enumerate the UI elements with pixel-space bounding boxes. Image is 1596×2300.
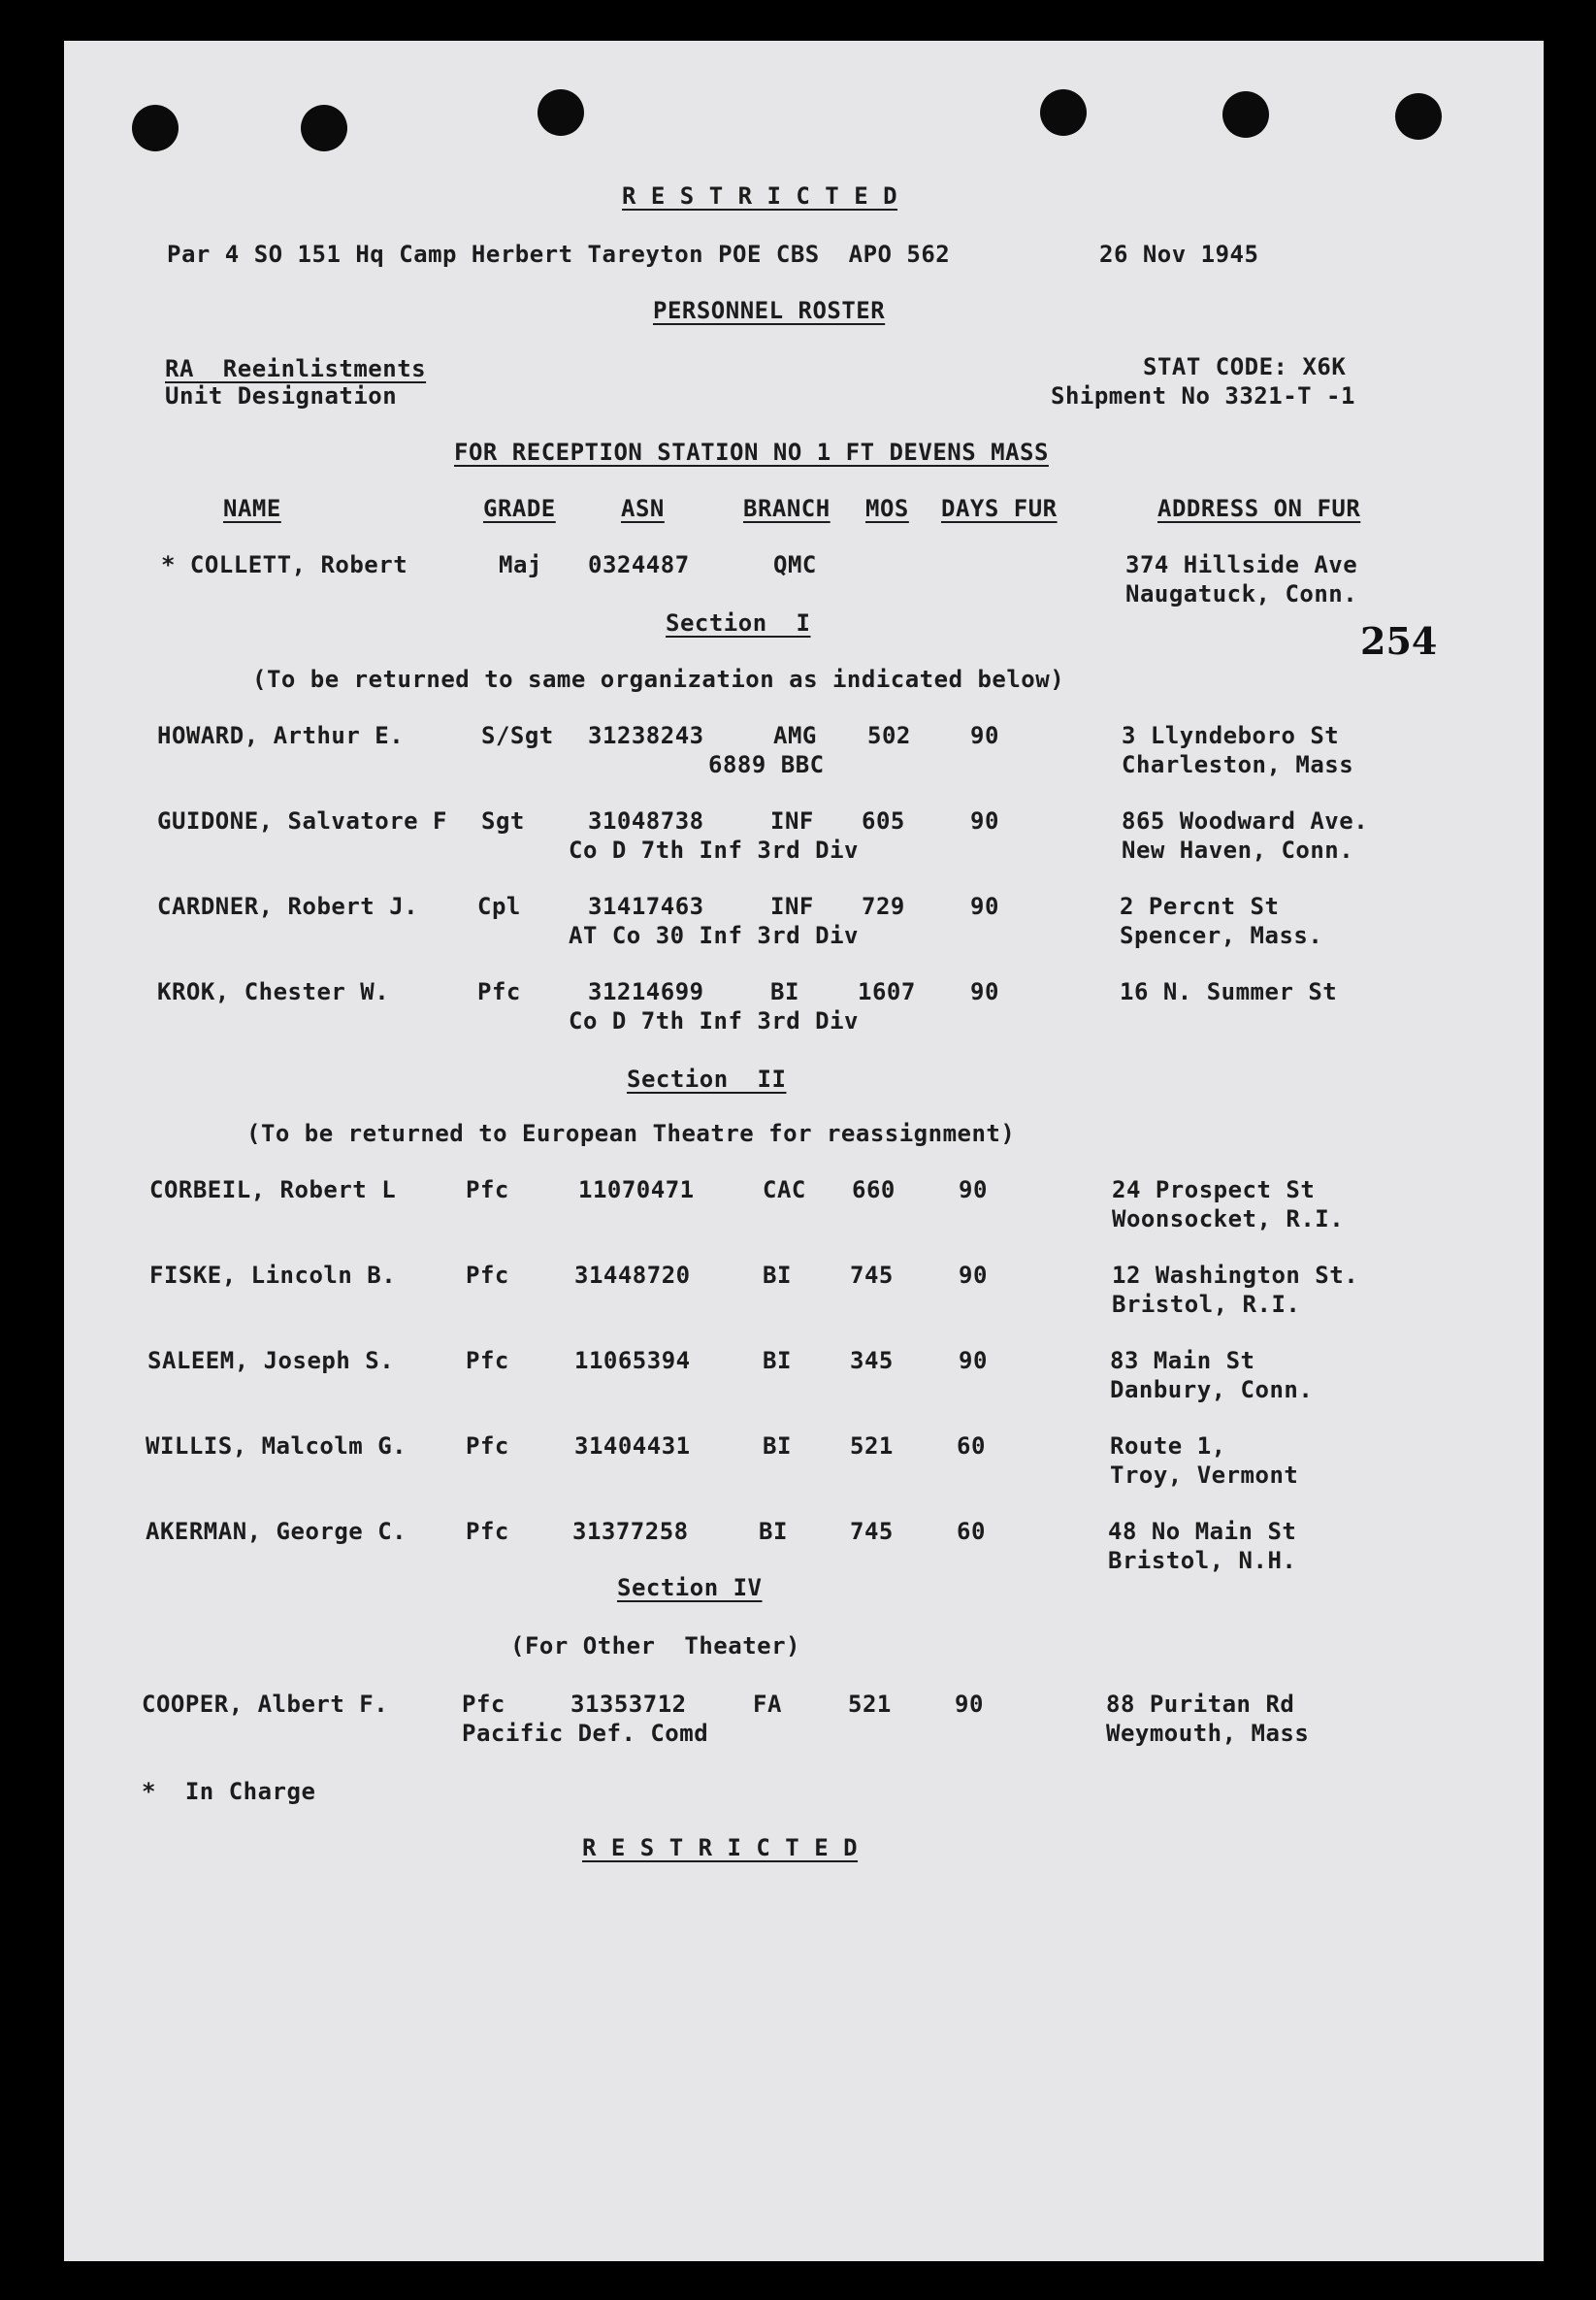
grade-cell: Cpl: [477, 893, 521, 920]
in-charge-asn: 0324487: [588, 551, 690, 578]
in-charge-address-line1: 374 Hillside Ave: [1125, 551, 1358, 578]
address-line2-cell: Woonsocket, R.I.: [1112, 1205, 1345, 1232]
section-4-note: (For Other Theater): [510, 1632, 800, 1659]
name-cell: COOPER, Albert F.: [142, 1691, 389, 1718]
branch-cell: BI: [763, 1262, 792, 1289]
name-cell: WILLIS, Malcolm G.: [146, 1432, 407, 1460]
branch-cell: AMG: [773, 722, 817, 749]
grade-cell: Pfc: [477, 978, 521, 1005]
punch-hole: [132, 105, 179, 151]
address-line2-cell: Spencer, Mass.: [1120, 922, 1323, 949]
days-cell: 90: [959, 1262, 988, 1289]
days-cell: 90: [955, 1691, 984, 1718]
address-line2-cell: Bristol, N.H.: [1108, 1547, 1297, 1574]
address-line1-cell: 865 Woodward Ave.: [1122, 807, 1369, 835]
asn-cell: 11065394: [574, 1347, 691, 1374]
branch-cell: CAC: [763, 1176, 806, 1203]
name-cell: AKERMAN, George C.: [146, 1518, 407, 1545]
mos-cell: 521: [848, 1691, 892, 1718]
days-cell: 90: [970, 978, 999, 1005]
mos-cell: 502: [867, 722, 911, 749]
column-header-name: NAME: [223, 495, 281, 522]
punch-hole: [1395, 93, 1442, 140]
mos-cell: 345: [850, 1347, 894, 1374]
branch-cell: BI: [759, 1518, 788, 1545]
punch-hole: [537, 89, 584, 136]
name-cell: GUIDONE, Salvatore F: [157, 807, 447, 835]
asn-cell: 31417463: [588, 893, 704, 920]
name-cell: CARDNER, Robert J.: [157, 893, 419, 920]
grade-cell: Pfc: [466, 1518, 509, 1545]
asn-cell: 11070471: [578, 1176, 695, 1203]
asn-cell: 31448720: [574, 1262, 691, 1289]
address-line1-cell: 83 Main St: [1110, 1347, 1255, 1374]
mos-cell: 745: [850, 1518, 894, 1545]
name-cell: KROK, Chester W.: [157, 978, 390, 1005]
asn-cell: 31377258: [572, 1518, 689, 1545]
days-cell: 60: [957, 1432, 986, 1460]
section-2-title: Section II: [627, 1066, 787, 1093]
mos-cell: 660: [852, 1176, 896, 1203]
branch-cell: INF: [770, 893, 814, 920]
asn-cell: 31048738: [588, 807, 704, 835]
days-cell: 90: [970, 893, 999, 920]
asn-cell: 31238243: [588, 722, 704, 749]
in-charge-footnote: * In Charge: [142, 1778, 316, 1805]
address-line2-cell: Danbury, Conn.: [1110, 1376, 1314, 1403]
address-line1-cell: 12 Washington St.: [1112, 1262, 1359, 1289]
mos-cell: 605: [862, 807, 905, 835]
address-line1-cell: Route 1,: [1110, 1432, 1226, 1460]
address-line2-cell: Weymouth, Mass: [1106, 1720, 1310, 1747]
branch-cell: INF: [770, 807, 814, 835]
column-header-days-fur: DAYS FUR: [941, 495, 1058, 522]
column-header-address: ADDRESS ON FUR: [1157, 495, 1361, 522]
address-line2-cell: Charleston, Mass: [1122, 751, 1354, 778]
address-line1-cell: 48 No Main St: [1108, 1518, 1297, 1545]
unit-cell: Co D 7th Inf 3rd Div: [569, 1007, 859, 1035]
mos-cell: 729: [862, 893, 905, 920]
branch-cell: BI: [763, 1432, 792, 1460]
grade-cell: S/Sgt: [481, 722, 554, 749]
name-cell: SALEEM, Joseph S.: [147, 1347, 395, 1374]
punch-hole: [1040, 89, 1087, 136]
branch-cell: BI: [763, 1347, 792, 1374]
address-line2-cell: Troy, Vermont: [1110, 1462, 1299, 1489]
grade-cell: Pfc: [466, 1176, 509, 1203]
days-cell: 90: [970, 722, 999, 749]
unit-cell: Co D 7th Inf 3rd Div: [569, 837, 859, 864]
days-cell: 60: [957, 1518, 986, 1545]
section-1-title: Section I: [666, 609, 811, 637]
branch-cell: FA: [753, 1691, 782, 1718]
branch-cell: BI: [770, 978, 799, 1005]
column-header-asn: ASN: [621, 495, 665, 522]
asn-cell: 31404431: [574, 1432, 691, 1460]
section-2-note: (To be returned to European Theatre for reassignment): [246, 1120, 1016, 1147]
orders-line: Par 4 SO 151 Hq Camp Herbert Tareyton POE CBS APO 562: [167, 241, 951, 268]
address-line1-cell: 3 Llyndeboro St: [1122, 722, 1340, 749]
column-header-mos: MOS: [865, 495, 909, 522]
roster-title: PERSONNEL ROSTER: [653, 297, 886, 324]
stat-code: STAT CODE: X6K: [1143, 353, 1347, 380]
mos-cell: 745: [850, 1262, 894, 1289]
days-cell: 90: [959, 1176, 988, 1203]
name-cell: CORBEIL, Robert L: [149, 1176, 397, 1203]
unit-cell: 6889 BBC: [708, 751, 825, 778]
page-number: 254: [1360, 619, 1438, 663]
mos-cell: 521: [850, 1432, 894, 1460]
grade-cell: Pfc: [466, 1347, 509, 1374]
in-charge-address-line2: Naugatuck, Conn.: [1125, 580, 1358, 608]
unit-cell: Pacific Def. Comd: [462, 1720, 709, 1747]
unit-designation-label: Unit Designation: [165, 382, 398, 410]
days-cell: 90: [970, 807, 999, 835]
mos-cell: 1607: [858, 978, 916, 1005]
days-cell: 90: [959, 1347, 988, 1374]
address-line1-cell: 2 Percnt St: [1120, 893, 1280, 920]
name-cell: HOWARD, Arthur E.: [157, 722, 405, 749]
grade-cell: Pfc: [466, 1432, 509, 1460]
grade-cell: Sgt: [481, 807, 525, 835]
address-line1-cell: 16 N. Summer St: [1120, 978, 1338, 1005]
in-charge-branch: QMC: [773, 551, 817, 578]
unit-type: RA Reeinlistments: [165, 355, 427, 382]
section-4-title: Section IV: [617, 1574, 763, 1601]
asn-cell: 31353712: [570, 1691, 687, 1718]
address-line2-cell: Bristol, R.I.: [1112, 1291, 1301, 1318]
restricted-header: R E S T R I C T E D: [622, 182, 898, 210]
in-charge-name: * COLLETT, Robert: [161, 551, 408, 578]
shipment-number: Shipment No 3321-T -1: [1051, 382, 1355, 410]
destination-line: FOR RECEPTION STATION NO 1 FT DEVENS MASS: [454, 439, 1049, 466]
name-cell: FISKE, Lincoln B.: [149, 1262, 397, 1289]
punch-hole: [301, 105, 347, 151]
section-1-note: (To be returned to same organization as indicated below): [252, 666, 1065, 693]
restricted-footer: R E S T R I C T E D: [582, 1834, 859, 1861]
grade-cell: Pfc: [466, 1262, 509, 1289]
asn-cell: 31214699: [588, 978, 704, 1005]
document-date: 26 Nov 1945: [1099, 241, 1259, 268]
address-line1-cell: 24 Prospect St: [1112, 1176, 1316, 1203]
in-charge-grade: Maj: [499, 551, 542, 578]
column-header-grade: GRADE: [483, 495, 556, 522]
unit-cell: AT Co 30 Inf 3rd Div: [569, 922, 859, 949]
column-header-branch: BRANCH: [743, 495, 831, 522]
punch-hole: [1222, 91, 1269, 138]
address-line2-cell: New Haven, Conn.: [1122, 837, 1354, 864]
address-line1-cell: 88 Puritan Rd: [1106, 1691, 1295, 1718]
grade-cell: Pfc: [462, 1691, 505, 1718]
